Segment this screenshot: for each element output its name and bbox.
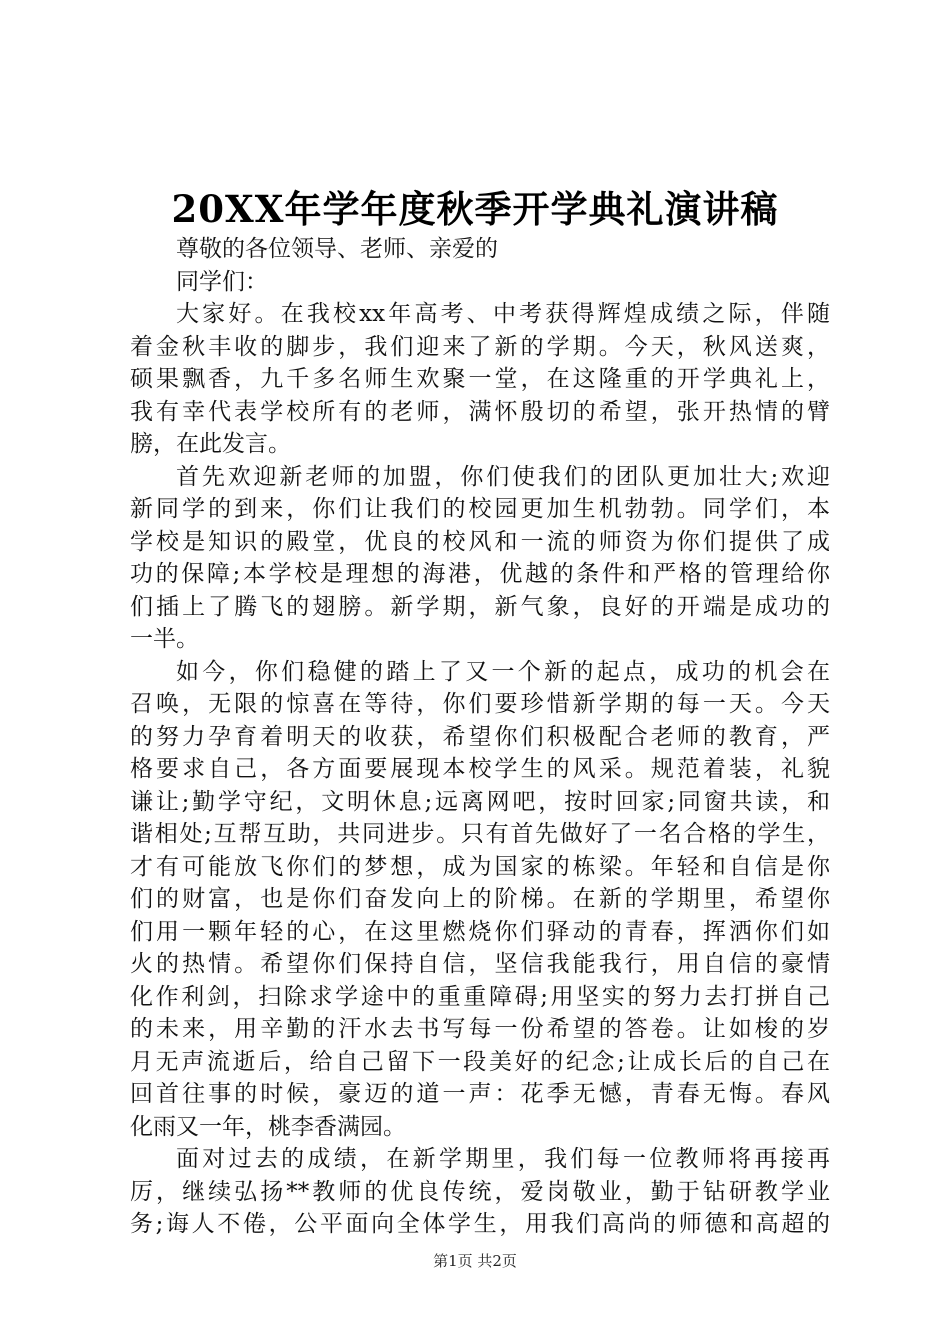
text-line: 回首往事的时候，豪迈的道一声：花季无憾，青春无悔。春风 <box>130 1081 830 1107</box>
text-line: 的努力孕育着明天的收获，希望你们积极配合老师的教育，严 <box>130 723 830 750</box>
text-line: 们插上了腾飞的翅膀。新学期，新气象，良好的开端是成功的 <box>130 593 830 620</box>
text-line: 一半。 <box>130 626 199 652</box>
text-line: 召唤，无限的惊喜在等待，你们要珍惜新学期的每一天。今天 <box>130 691 830 717</box>
text-line: 火的热情。希望你们保持自信，坚信我能我行，用自信的豪情 <box>130 951 830 977</box>
text-line: 我有幸代表学校所有的老师，满怀殷切的希望，张开热情的臂 <box>130 398 830 425</box>
text-line: 面对过去的成绩，在新学期里，我们每一位教师将再接再 <box>176 1146 830 1172</box>
text-line: 们的财富，也是你们奋发向上的阶梯。在新的学期里，希望你 <box>130 886 830 912</box>
text-line: 如今，你们稳健的踏上了又一个新的起点，成功的机会在 <box>176 658 830 685</box>
text-line: 厉，继续弘扬**教师的优良传统，爱岗敬业，勤于钻研教学业 <box>130 1178 830 1205</box>
text-line: 化作利剑，扫除求学途中的重重障碍;用坚实的努力去打拼自己 <box>130 983 830 1010</box>
text-line: 大家好。在我校xx年高考、中考获得辉煌成绩之际，伴随 <box>176 301 830 327</box>
text-line: 月无声流逝后，给自己留下一段美好的纪念;让成长后的自己在 <box>130 1048 830 1075</box>
text-line: 新同学的到来，你们让我们的校园更加生机勃勃。同学们，本 <box>130 496 830 522</box>
paragraph <box>130 298 830 461</box>
document-body <box>130 233 830 1241</box>
document-title: 20XX年学年度秋季开学典礼演讲稿 <box>171 187 779 231</box>
text-line: 谦让;勤学守纪，文明休息;远离网吧，按时回家;同窗共读，和 <box>130 788 830 815</box>
text-line: 务;诲人不倦，公平面向全体学生，用我们高尚的师德和高超的 <box>130 1211 830 1237</box>
paragraph <box>130 656 830 1144</box>
text-line: 学校是知识的殿堂，优良的校风和一流的师资为你们提供了成 <box>130 528 830 555</box>
text-line: 才有可能放飞你们的梦想，成为国家的栋梁。年轻和自信是你 <box>130 853 830 880</box>
text-line: 格要求自己，各方面要展现本校学生的风采。规范着装，礼貌 <box>130 756 830 782</box>
salutation-line: 尊敬的各位领导、老师、亲爱的 <box>176 236 498 262</box>
text-line: 首先欢迎新老师的加盟，你们使我们的团队更加壮大;欢迎 <box>176 463 830 490</box>
page-indicator: 第1页 共2页 <box>433 1252 517 1270</box>
text-line: 膀，在此发言。 <box>130 431 291 457</box>
text-line: 着金秋丰收的脚步，我们迎来了新的学期。今天，秋风送爽， <box>130 333 830 360</box>
text-line: 硕果飘香，九千多名师生欢聚一堂，在这隆重的开学典礼上， <box>130 366 830 392</box>
text-line: 谐相处;互帮互助，共同进步。只有首先做好了一名合格的学生， <box>130 821 830 847</box>
text-line: 功的保障;本学校是理想的海港，优越的条件和严格的管理给你 <box>130 561 830 587</box>
salutation-line: 同学们： <box>176 268 268 295</box>
text-line: 们用一颗年轻的心，在这里燃烧你们驿动的青春，挥洒你们如 <box>130 918 830 945</box>
paragraph <box>130 1143 830 1241</box>
paragraph <box>130 461 830 656</box>
text-line: 的未来，用辛勤的汗水去书写每一份希望的答卷。让如梭的岁 <box>130 1016 830 1042</box>
text-line: 化雨又一年，桃李香满园。 <box>130 1113 406 1140</box>
